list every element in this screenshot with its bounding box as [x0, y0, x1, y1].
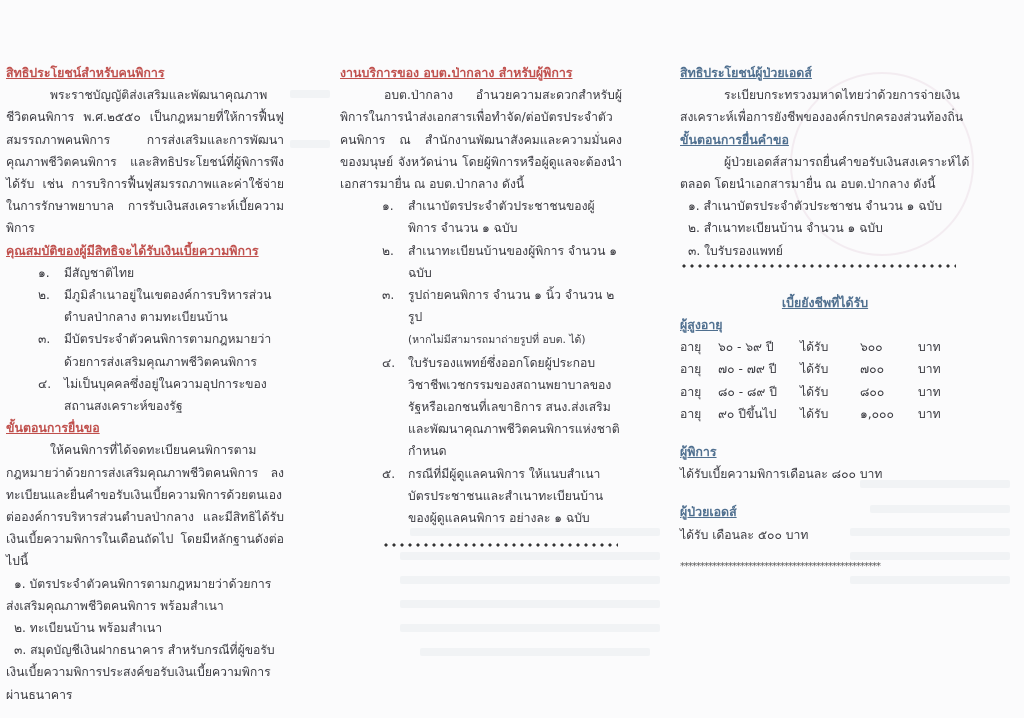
photo-note: (หากไม่มีสามารถมาถ่ายรูปที่ อบต. ได้) — [408, 334, 586, 347]
services-document-list — [340, 195, 622, 529]
heading-elderly: ผู้สูงอายุ — [680, 317, 723, 333]
dotted-divider — [382, 543, 618, 547]
aids-intro: ระเบียบกระทรวงมหาดไทยว่าด้วยการจ่ายเงินสงเคราะห์เพื่อการยังชีพขององค์กรปกครองส่วนท้องถิ่น — [680, 88, 964, 125]
heading-application-procedure: ขั้นตอนการยื่นขอ — [6, 420, 100, 436]
aids-procedure-text: ผู้ป่วยเอดส์สามารถยื่นคำขอรับเงินสงเคราะห์ได้ตลอด โดยนำเอกสารมายื่น ณ อบต.ป่ากลาง ดังนี้ — [680, 154, 970, 192]
heading-eligibility: คุณสมบัติของผู้มีสิทธิจะได้รับเงินเบี้ยความพิการ — [6, 242, 259, 258]
rate-row: อายุ ๙๐ ปีขึ้นไป ได้รับ ๑,๐๐๐ บาท — [680, 406, 941, 421]
list-item: ๑. มีสัญชาติไทย — [38, 265, 135, 280]
heading-allowance-received: เบี้ยยังชีพที่ได้รับ — [781, 294, 869, 310]
list-item: ๒. สำเนาทะเบียนบ้านของผู้พิการ จำนวน ๑ ฉบับ — [382, 243, 618, 280]
heading-disabled: ผู้พิการ — [680, 444, 717, 460]
heading-aids-procedure: ขั้นตอนการยื่นคำขอ — [680, 131, 789, 147]
list-item: ๓. ใบรับรองแพทย์ — [688, 243, 783, 258]
column-sao-services — [340, 62, 622, 547]
list-item: ๒. มีภูมิลำเนาอยู่ในเขตองค์การบริหารส่วนตำบลป่ากลาง ตามทะเบียนบ้าน — [38, 288, 272, 325]
aids-documents-list — [680, 195, 970, 262]
dotted-divider — [680, 264, 956, 268]
bleed-through — [400, 576, 660, 584]
procedure-text: ให้คนพิการที่ได้จดทะเบียนคนพิการตามกฎหมายว่าด้วยการส่งเสริมคุณภาพชีวิตคนพิการ ลงทะเบียนและยื่นคำขอรับเงินเบี้ยความพิการด้วยตนเองต่อองค์การบริหารส่วนตำบลป่ากลาง และมีสิทธิได้รับเงินเบี้ยความพิการในเดือนถัดไป โดยมีหลักฐานดังต่อไปนี้ — [6, 443, 284, 569]
bleed-through — [290, 140, 330, 148]
required-documents-list — [6, 573, 284, 706]
list-item: ๑. สำเนาบัตรประจำตัวประชาชนของผู้พิการ จำนวน ๑ ฉบับ — [382, 199, 595, 236]
heading-aids-benefits: สิทธิประโยชน์ผู้ป่วยเอดส์ — [680, 65, 812, 80]
rate-row: อายุ ๖๐ - ๖๙ ปี ได้รับ ๖๐๐ บาท — [680, 340, 941, 355]
list-item: ๔. ใบรับรองแพทย์ซึ่งออกโดยผู้ประกอบวิชาชีพเวชกรรมของสถานพยาบาลของรัฐหรือเอกชนที่เลขาธิการ สนง.ส่งเสริมและพัฒนาคุณภาพชีวิตคนพิการแห่งชาติกำหนด — [382, 355, 620, 459]
heading-aids-patients: ผู้ป่วยเอดส์ — [680, 504, 737, 520]
bleed-through — [400, 624, 660, 632]
list-item: ๒. ทะเบียนบ้าน พร้อมสำเนา — [14, 621, 163, 636]
bleed-through — [420, 648, 650, 656]
list-item: ๑. สำเนาบัตรประจำตัวประชาชน จำนวน ๑ ฉบับ — [688, 199, 943, 214]
list-item: ๓. มีบัตรประจำตัวคนพิการตามกฎหมายว่าด้วยการส่งเสริมคุณภาพชีวิตคนพิการ — [38, 332, 272, 369]
bleed-through — [400, 600, 660, 608]
elderly-rates-table — [680, 336, 970, 425]
list-item: ๓. สมุดบัญชีเงินฝากธนาคาร สำหรับกรณีที่ผู้ขอรับเงินเบี้ยความพิการประสงค์ขอรับเงินเบี้ยความพิการผ่านธนาคาร — [6, 643, 275, 702]
column-disability-rights — [6, 62, 284, 706]
aids-allowance: ได้รับ เดือนละ ๕๐๐ บาท — [680, 527, 809, 542]
list-item: ๕. กรณีที่มีผู้ดูแลคนพิการ ให้แนบสำเนาบัตรประชาชนและสำเนาทะเบียนบ้านของผู้ดูแลคนพิการ อย่างละ ๑ ฉบับ — [382, 466, 604, 526]
services-intro: อบต.ป่ากลาง อำนวยความสะดวกสำหรับผู้พิการในการนำส่งเอกสารเพื่อทำจัด/ต่อบัตรประจำตัวคนพิการ ณ สำนักงานพัฒนาสังคมและความมั่นคงของมนุษย์ จังหวัดน่าน โดยผู้พิการหรือผู้ดูแลจะต้องนำเอกสารมายื่น ณ อบต.ป่ากลาง ดังนี้ — [340, 88, 622, 192]
column-aids-rights — [680, 62, 970, 578]
list-item: ๔. ไม่เป็นบุคคลซึ่งอยู่ในความอุปการะของสถานสงเคราะห์ของรัฐ — [38, 376, 267, 414]
rate-row: อายุ ๗๐ - ๗๙ ปี ได้รับ ๗๐๐ บาท — [680, 362, 941, 377]
list-item: ๒. สำเนาทะเบียนบ้าน จำนวน ๑ ฉบับ — [688, 221, 883, 236]
star-divider: ************************************************** — [680, 560, 880, 572]
heading-disability-benefits: สิทธิประโยชน์สำหรับคนพิการ — [6, 65, 165, 80]
list-item: ๓. รูปถ่ายคนพิการ จำนวน ๑ นิ้ว จำนวน ๒ รูป (หากไม่มีสามารถมาถ่ายรูปที่ อบต. ได้) — [382, 288, 615, 347]
disabled-allowance: ได้รับเบี้ยความพิการเดือนละ ๘๐๐ บาท — [680, 467, 883, 482]
eligibility-list — [6, 262, 284, 417]
disability-intro: พระราชบัญญัติส่งเสริมและพัฒนาคุณภาพชีวิตคนพิการ พ.ศ.๒๕๕๐ เป็นกฎหมายที่ให้การฟื้นฟูสมรรถภาพคนพิการ การส่งเสริมและการพัฒนาคุณภาพชีวิตคนพิการ และสิทธิประโยชน์ที่ผู้พิการพึงได้รับ เช่น การบริการฟื้นฟูสมรรถภาพและค่าใช้จ่ายในการรักษาพยาบาล การรับเงินสงเคราะห์เบี้ยความพิการ — [6, 88, 284, 236]
bleed-through — [290, 90, 330, 98]
allowance-heading-wrap — [680, 292, 970, 314]
bleed-through — [400, 552, 660, 560]
heading-sao-services: งานบริการของ อบต.ป่ากลาง สำหรับผู้พิการ — [340, 65, 573, 80]
list-item: ๑. บัตรประจำตัวคนพิการตามกฎหมายว่าด้วยการส่งเสริมคุณภาพชีวิตคนพิการ พร้อมสำเนา — [6, 576, 272, 613]
rate-row: อายุ ๘๐ - ๘๙ ปี ได้รับ ๘๐๐ บาท — [680, 384, 941, 399]
